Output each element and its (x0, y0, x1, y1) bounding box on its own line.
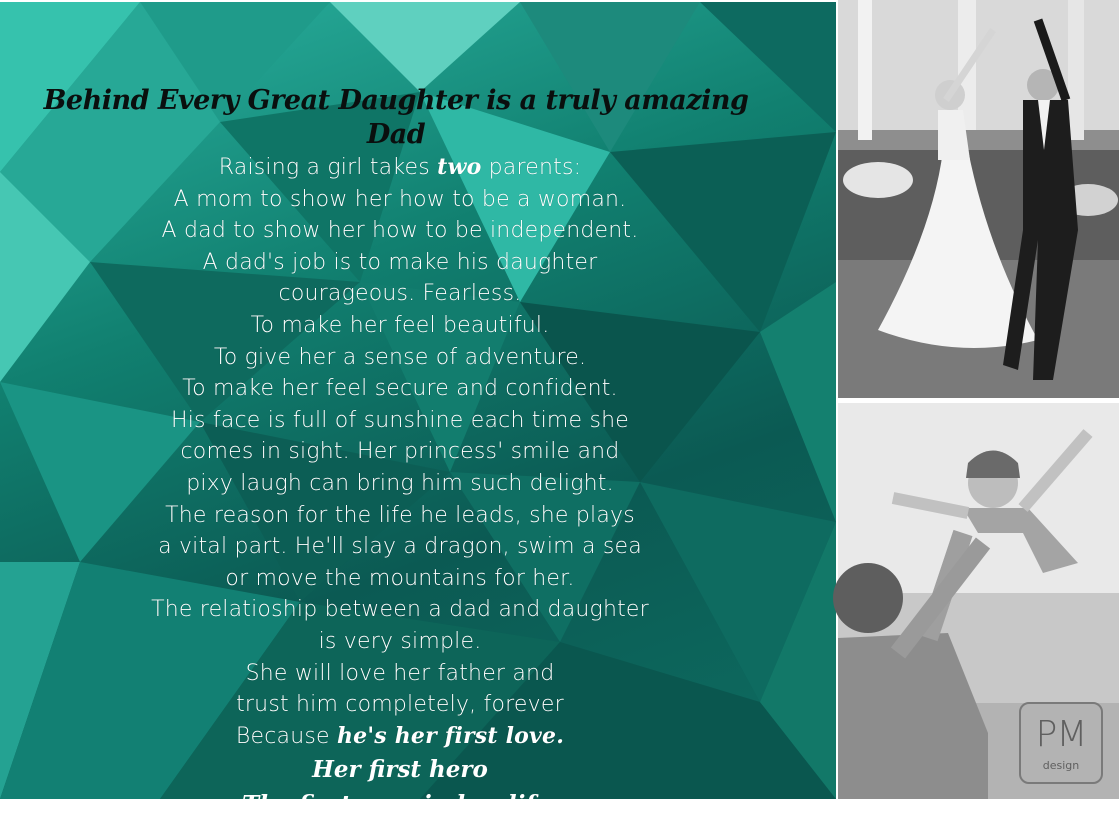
poem-line (40, 152, 760, 184)
poem-line: comes in sight. Her princess' smile and (180, 439, 620, 465)
poem-emphasis: he's her first love. (336, 722, 565, 749)
logo-subtitle: design (1042, 759, 1080, 772)
poem-line: is very simple. (318, 628, 482, 654)
poem-line: A dad's job is to make his daughter (202, 249, 598, 275)
poem-line: pixy laugh can bring him such delight. (186, 470, 614, 496)
logo-mark: PM (1035, 714, 1087, 755)
wedding-dance-icon (838, 0, 1119, 398)
poem-line: To give her a sense of adventure. (213, 344, 587, 370)
poem-text: parents: (481, 155, 582, 180)
poem-line: A mom to show her how to be a woman. (173, 186, 627, 212)
poem-line: courageous. Fearless. (278, 281, 522, 307)
poem-emphasis: two (437, 154, 482, 180)
pm-design-logo (1019, 702, 1103, 784)
poem-line: trust him completely, forever (236, 692, 564, 718)
wedding-dance-photo (838, 0, 1119, 398)
poem (40, 84, 760, 822)
poem-line: She will love her father and (245, 660, 555, 686)
poem-line: To make her feel beautiful. (250, 312, 550, 338)
poem-line: The reason for the life he leads, she plays (165, 502, 635, 528)
poem-line: His face is full of sunshine each time she (170, 407, 630, 433)
poem-closing-line: Her first hero (312, 756, 488, 784)
poem-line: A dad to show her how to be independent. (161, 218, 639, 244)
poem-text: Because (235, 723, 337, 749)
poster-title: Behind Every Great Daughter is a truly amazing Dad (43, 85, 749, 150)
poem-line (40, 721, 760, 753)
poem-line: To make her feel secure and confident. (182, 376, 618, 402)
poem-line: The relatioship between a dad and daughter (151, 597, 649, 623)
poem-closing-line: The first man in her life. (242, 791, 558, 819)
poem-line: or move the mountains for her. (225, 565, 575, 591)
poem-text: Raising a girl takes (218, 155, 438, 180)
poem-line: a vital part. He'll slay a dragon, swim a sea (158, 534, 642, 560)
poster-panel (0, 2, 836, 819)
